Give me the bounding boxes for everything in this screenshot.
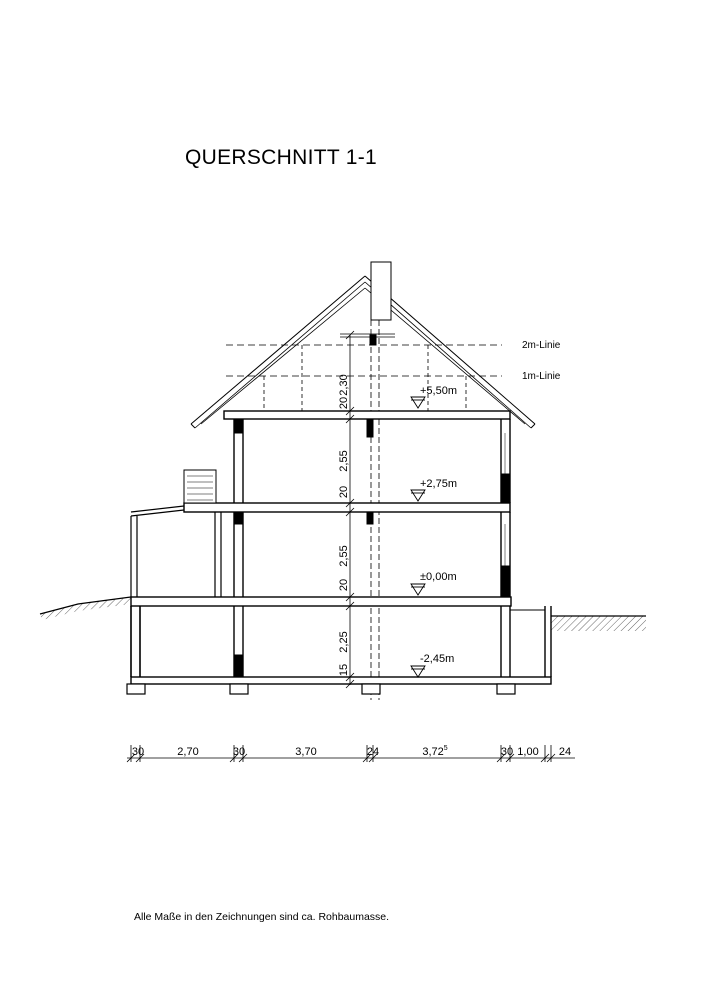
dim-h-6-superscript: 5: [443, 745, 448, 752]
dim-h-3: 30: [232, 746, 246, 758]
dim-h-5: 24: [366, 746, 380, 758]
level-attic: +5,50m: [420, 385, 457, 397]
ground-slab: [131, 597, 511, 606]
dim-basement-slab: 15: [338, 663, 350, 677]
chimney: [370, 262, 391, 700]
dim-h-7: 30: [500, 746, 514, 758]
basement-slab: [131, 677, 551, 684]
roof: [191, 276, 535, 428]
dim-ground-height: 2,55: [338, 545, 350, 567]
upper-slab: [184, 503, 510, 512]
level-upper: +2,75m: [420, 478, 457, 490]
drawing-title: QUERSCHNITT 1-1: [185, 146, 377, 169]
attic-slab: [224, 411, 510, 419]
footnote: Alle Maße in den Zeichnungen sind ca. Rohbaumasse.: [134, 911, 390, 923]
dim-upper-slab: 20: [338, 485, 350, 499]
dim-h-1: 30: [131, 746, 145, 758]
dim-h-6: [422, 745, 447, 758]
level-basement: -2,45m: [420, 653, 455, 665]
dim-h-2: 2,70: [177, 746, 199, 758]
dim-ground-slab: 20: [338, 578, 350, 592]
dim-attic-slab: 20: [338, 396, 350, 410]
dim-h-6-value: 3,72: [422, 746, 444, 758]
dim-h-4: 3,70: [295, 746, 317, 758]
dim-basement-height: 2,25: [338, 631, 350, 653]
level-ground: ±0,00m: [420, 571, 457, 583]
dim-upper-height: 2,55: [338, 450, 350, 472]
label-2m-line: 2m-Linie: [522, 340, 561, 351]
dim-h-9: 24: [558, 746, 572, 758]
level-markers: [411, 397, 425, 677]
dim-h-8: 1,00: [517, 746, 539, 758]
dim-attic-height: 2,30: [338, 374, 350, 396]
label-1m-line: 1m-Linie: [522, 371, 561, 382]
reference-lines: [226, 345, 502, 412]
